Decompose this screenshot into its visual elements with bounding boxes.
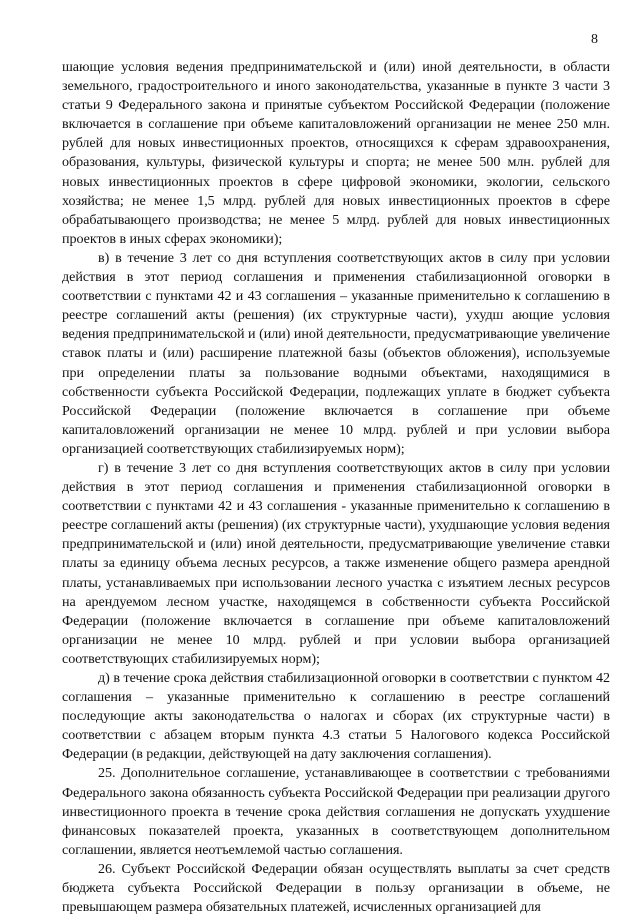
paragraph-item-g: г) в течение 3 лет со дня вступления соответствующих актов в силу при условии действия в этот период соглашения и применения стабилизационной оговорки в соответствии с пунктами 42 и 43 соглашения - указанные применительно к соглашению в реестре соглашений акты (решения) (их структурные части), ухудшающие условия ведения предпринимательской и (или) иной деятельности, предусматривающие увеличение ставки платы за единицу объема лесных ресурсов, а также изменение общего размера арендной платы, устанавливаемых при использовании лесного участка с изъятием лесных ресурсов на арендуемом лесном участке, находящемся в собственности субъекта Российской Федерации (положение включается в соглашение при объеме капиталовложений организации не менее 10 млрд. рублей и при условии выбора организацией соответствующих стабилизируемых норм); bbox=[62, 459, 610, 667]
paragraph-item-d: д) в течение срока действия стабилизационной оговорки в соответствии с пунктом 42 соглашения – указанные применительно к соглашению в реестре соглашений последующие акты законодательства о налогах и сборах (их структурные части) в соответствии с абзацем вторым пункта 4.3 статьи 5 Налогового кодекса Российской Федерации (в редакции, действующей на дату заключения соглашения). bbox=[62, 670, 610, 763]
page-number: 8 bbox=[591, 32, 598, 47]
document-body bbox=[62, 58, 610, 917]
paragraph-item-v: в) в течение 3 лет со дня вступления соответствующих актов в силу при условии действия в этот период соглашения и применения стабилизационной оговорки в соответствии с пунктами 42 и 43 соглашения – указанные применительно к соглашению в реестре соглашений акты (решения) (их структурные части), ухудш ающие условия ведения предпринимательской и (или) иной деятельности, предусматривающие увеличение ставок платы и (или) расширение платежной базы (объектов обложения), используемые при определении платы за пользование водными объектами, находящимися в собственности субъекта Российской Федерации, подлежащих уплате в бюджет субъекта Российской Федерации (положение включается в соглашение при объеме капиталовложений организации не менее 10 млрд. рублей и при условии выбора организацией соответствующих стабилизируемых норм); bbox=[62, 249, 610, 457]
paragraph-item-26: 26. Субъект Российской Федерации обязан осуществлять выплаты за счет средств бюджета субъекта Российской Федерации в пользу организации в объеме, не превышающем размера обязательных платежей, исчисленных организацией для bbox=[62, 860, 610, 916]
paragraph-item-25: 25. Дополнительное соглашение, устанавливающее в соответствии с требованиями Федерального закона обязанность субъекта Российской Федерации при реализации другого инвестиционного проекта в течение срока действия соглашения не допускать ухудшение финансовых показателей проекта, указанных в соответствующем дополнительном соглашении, является неотъемлемой частью соглашения. bbox=[62, 765, 610, 858]
paragraph-continuation: шающие условия ведения предпринимательской и (или) иной деятельности, в области земельного, градостроительного и иного законодательства, указанные в пункте 3 части 3 статьи 9 Федерального закона и принятые субъектом Российской Федерации (положение включается в соглашение при объеме капиталовложений организации не менее 250 млн. рублей для новых инвестиционных проектов, относящихся к сферам здравоохранения, образования, культуры, физической культуры и спорта; не менее 500 млн. рублей для новых инвестиционных проектов в сфере цифровой экономики, экологии, сельского хозяйства; не менее 1,5 млрд. рублей для новых инвестиционных проектов в сфере обрабатывающего производства; не менее 5 млрд. рублей для новых инвестиционных проектов в иных сферах экономики); bbox=[62, 59, 610, 247]
